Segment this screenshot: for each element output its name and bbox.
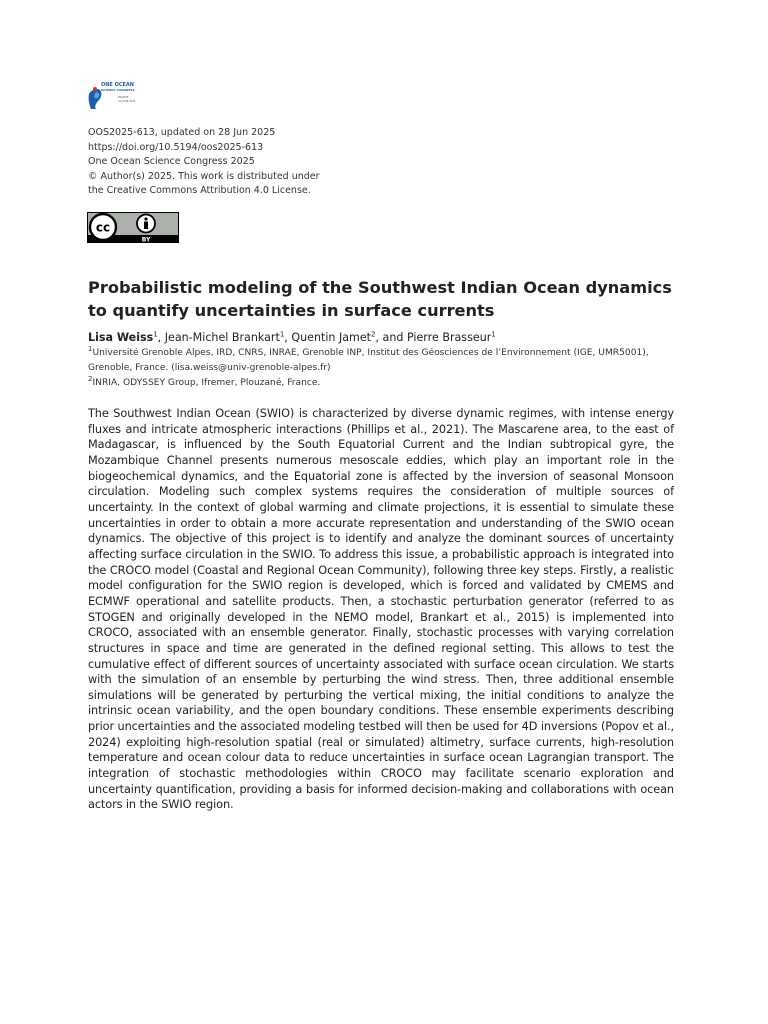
by-text: BY	[141, 236, 151, 243]
meta-conference: One Ocean Science Congress 2025	[88, 156, 255, 167]
author-separator: ,	[284, 331, 292, 344]
author-name: Lisa Weiss	[88, 331, 154, 344]
meta-license: the Creative Commons Attribution 4.0 License.	[88, 185, 311, 196]
logo-line1: ONE OCEAN	[101, 82, 134, 88]
author-list	[88, 331, 496, 345]
author-affiliation-mark: 1	[491, 330, 496, 339]
ocean-wave-icon	[88, 80, 136, 110]
meta-copyright: © Author(s) 2025. This work is distributed under	[88, 170, 320, 182]
affiliation-text-cont: Grenoble, France. (lisa.weiss@univ-grenoble-alpes.fr)	[88, 363, 331, 373]
author-name: Quentin Jamet	[291, 331, 372, 344]
affiliation-mark: 1	[88, 344, 93, 353]
logo-line3: FRANCE	[118, 96, 129, 99]
cc-by-badge[interactable]	[87, 212, 179, 243]
affiliation-text: Université Grenoble Alpes, IRD, CNRS, INRAE, Grenoble INP, Institut des Géosciences de l’Environnement (IGE, UMR5001),	[92, 348, 649, 358]
paper-title: Probabilistic modeling of the Southwest Indian Ocean dynamics to quantify uncertainties in surface currents	[88, 278, 672, 320]
cc-by-license-icon	[87, 212, 179, 243]
abstract-body: The Southwest Indian Ocean (SWIO) is characterized by diverse dynamic regimes, with intense energy fluxes and intricate atmospheric interactions (Phillips et al., 2021). The Mascarene area, to the east of Madagascar, is influenced by the South Equatorial Current and the Indian subtropical gyre, the Mozambique Channel presents numerous mesoscale eddies, which play an important role in the biogeochemical dynamics, and the Equatorial zone is affected by the inversion of seasonal Monsoon circulation. Modeling such complex systems requires the consideration of multiple sources of uncertainty. In the context of global warming and climate projections, it is essential to simulate these uncertainties in order to obtain a more accurate representation and understanding of the SWIO ocean dynamics. The objective of this project is to identify and analyze the dominant sources of uncertainty affecting surface circulation in the SWIO. To address this issue, a probabilistic approach is integrated into the CROCO model (Coastal and Regional Ocean Community), following three key steps. Firstly, a realistic model configuration for the SWIO region is developed, which is forced and validated by CMEMS and ECMWF operational and satellite products. Then, a stochastic perturbation generator (referred to as STOGEN and originally developed in the NEMO model, Brankart et al., 2015) is implemented into CROCO, associated with an ensemble generator. Finally, stochastic processes with varying correlation structures in space and time are generated in the defined regional setting. This allows to test the cumulative effect of different sources of uncertainty associated with surface ocean circulation. We starts with the simulation of an ensemble by perturbing the wind stress. Then, three additional ensemble simulations will be generated by perturbing the vertical mixing, the initial conditions to analyze the intrinsic ocean variability, and the open boundary conditions. These ensemble experiments describing prior uncertainties and the associated modeling testbed will then be used for 4D inversions (Popov et al., 2024) exploiting high-resolution spatial (real or simulated) altimetry, surface currents, high-resolution temperature and ocean colour data to reduce uncertainties in surface ocean Lagrangian transport. The integration of stochastic methodologies within CROCO may facilitate scenario exploration and uncertainty quantification, providing a basis for informed decision-making and collaborations with ocean actors in the SWIO region.	[88, 407, 674, 812]
meta-id-line: OOS2025-613, updated on 28 Jun 2025	[88, 127, 276, 138]
author-affiliation-mark: 2	[371, 330, 376, 339]
author-affiliation-mark: 1	[279, 330, 285, 339]
affiliation-text: INRIA, ODYSSEY Group, Ifremer, Plouzané, France.	[92, 378, 321, 388]
doi-link[interactable]: https://doi.org/10.5194/oos2025-613	[88, 141, 264, 153]
cc-text: cc	[95, 220, 111, 235]
author-separator: , and	[375, 331, 407, 344]
affiliation-2	[88, 376, 688, 391]
logo-line2: SCIENCE CONGRESS	[101, 88, 135, 92]
author-affiliation-mark: 1	[153, 330, 158, 339]
congress-logo	[88, 80, 136, 110]
author-separator: ,	[157, 331, 165, 344]
author-name: Pierre Brasseur	[406, 331, 492, 344]
publication-meta	[88, 126, 320, 199]
logo-line4: 3-6 JUNE 2025	[118, 100, 136, 103]
affiliation-mark: 2	[88, 374, 93, 383]
author-name: Jean-Michel Brankart	[164, 331, 280, 344]
affiliation-1	[88, 346, 688, 376]
